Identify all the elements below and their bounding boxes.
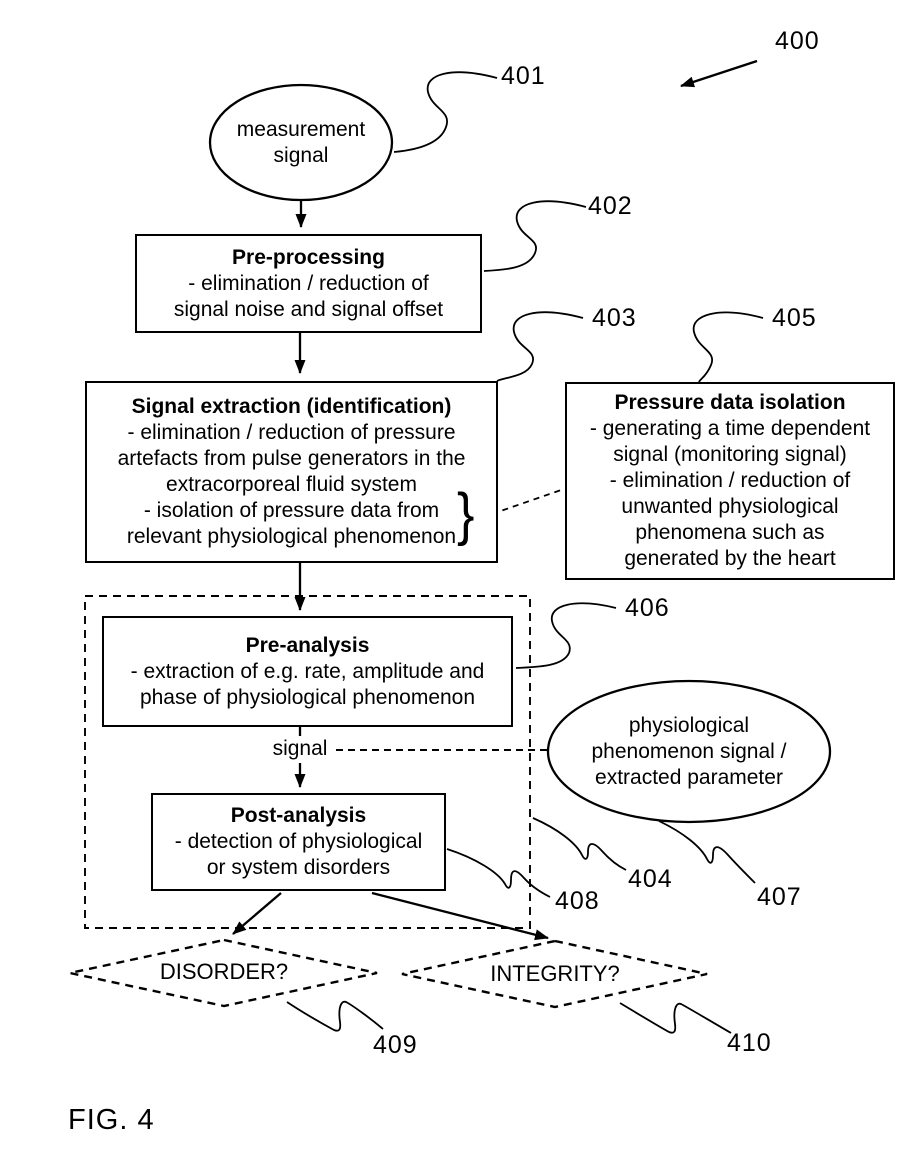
ref-409: 409 [373,1031,418,1059]
leader-405 [694,313,763,382]
pre-processing-body: - elimination / reduction of signal noise and signal offset [173,271,444,321]
leader-403 [497,312,583,381]
measurement-signal-label: measurement signal [236,117,366,167]
pressure-data-isolation-title: Pressure data isolation [614,391,846,414]
leader-404 [533,818,626,870]
ref-410: 410 [727,1029,772,1057]
arrow-overview-400 [681,61,757,86]
monitoring-signal-label: signal [272,737,328,760]
figure-caption: FIG. 4 [68,1104,155,1136]
pre-analysis-body: - extraction of e.g. rate, amplitude and phase of physiological phenomenon [130,659,485,709]
pressure-data-isolation-box [565,382,895,580]
leader-408 [447,849,550,897]
signal-extraction-body: - elimination / reduction of pressure artefacts from pulse generators in the extracorporeal fluid system - isolation of pressure data from relevant physiological phenomenon [117,421,466,548]
ref-408: 408 [555,887,600,915]
post-analysis-body: - detection of physiological or system disorders [174,830,423,879]
arrow-postanalysis-to-integrity [372,893,548,938]
ref-407: 407 [757,883,802,911]
ref-402: 402 [588,192,633,220]
leader-410 [620,1003,731,1033]
phenomenon-output-label: physiological phenomenon signal / extracted parameter [591,713,787,789]
signal-extraction-box [85,381,498,563]
ref-404: 404 [628,865,673,893]
leader-409 [287,1002,383,1031]
pre-processing-title: Pre-processing [232,245,385,269]
post-analysis-box [151,793,446,891]
brace-to-pressure-box-dashed-connector [492,489,564,514]
pre-processing-box [135,234,482,333]
signal-extraction-title: Signal extraction (identification) [131,395,452,418]
ref-401: 401 [501,62,546,90]
pre-analysis-box [102,616,513,727]
extraction-brace-glyph: } [456,482,475,547]
pre-analysis-title: Pre-analysis [245,633,370,657]
leader-402 [484,201,586,271]
post-analysis-title: Post-analysis [230,804,367,827]
leader-407 [659,821,755,883]
ref-403: 403 [592,304,637,332]
integrity-diamond-label: INTEGRITY? [490,961,620,986]
disorder-diamond-label: DISORDER? [159,959,289,984]
ref-406: 406 [625,594,670,622]
pressure-data-isolation-body: - generating a time dependent signal (monitoring signal) - elimination / reduction of unwanted physiological phenomena such as generated by the heart [589,417,871,570]
ref-405: 405 [772,304,817,332]
leader-406 [516,603,616,668]
leader-401 [394,72,497,152]
ref-400: 400 [775,27,820,55]
